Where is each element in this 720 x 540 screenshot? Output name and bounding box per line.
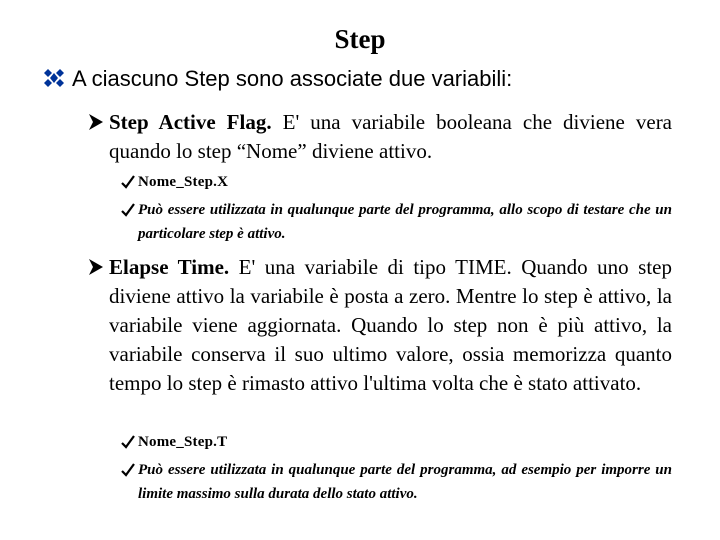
term-label: Elapse Time. [109, 255, 230, 279]
list-item-elapse-time [88, 253, 672, 398]
term-description: E' una variabile di tipo TIME. Quando uno step diviene attivo la variabile è posta a zero. Mentre lo step è attivo, la variabile viene aggiornata. Quando lo step non è più attivo, la variabile conserva il suo ultimo valore, ossia memorizza quanto tempo lo step è rimasto attivo l'ultima volta che è stato attivato. [109, 255, 672, 395]
slide-title: Step [334, 24, 386, 54]
arrow-right-icon [88, 258, 104, 276]
note-text: Può essere utilizzata in qualunque parte del programma, allo scopo di testare che un particolare step è attivo. [138, 202, 672, 242]
diamond-cluster-icon [42, 68, 66, 88]
checkmark-icon [120, 202, 136, 218]
note-text: Può essere utilizzata in qualunque parte del programma, ad esempio per imporre un limite massimo sulla durata dello stato attivo. [138, 462, 672, 502]
code-text: Nome_Step.X [138, 174, 229, 190]
code-text: Nome_Step.T [138, 434, 228, 450]
sub-item-note [120, 458, 672, 506]
intro-text: A ciascuno Step sono associate due variabili: [72, 66, 513, 91]
sub-item-code [120, 170, 672, 194]
checkmark-icon [120, 434, 136, 450]
sub-item-note [120, 198, 672, 246]
sub-item-code [120, 430, 672, 454]
term-description: E' una variabile booleana che diviene vera quando lo step “Nome” diviene attivo. [109, 110, 673, 163]
term-label: Step Active Flag. [109, 110, 272, 134]
arrow-right-icon [88, 113, 104, 131]
list-item-step-active-flag [88, 108, 672, 166]
checkmark-icon [120, 462, 136, 478]
intro-bullet [42, 66, 512, 92]
checkmark-icon [120, 174, 136, 190]
